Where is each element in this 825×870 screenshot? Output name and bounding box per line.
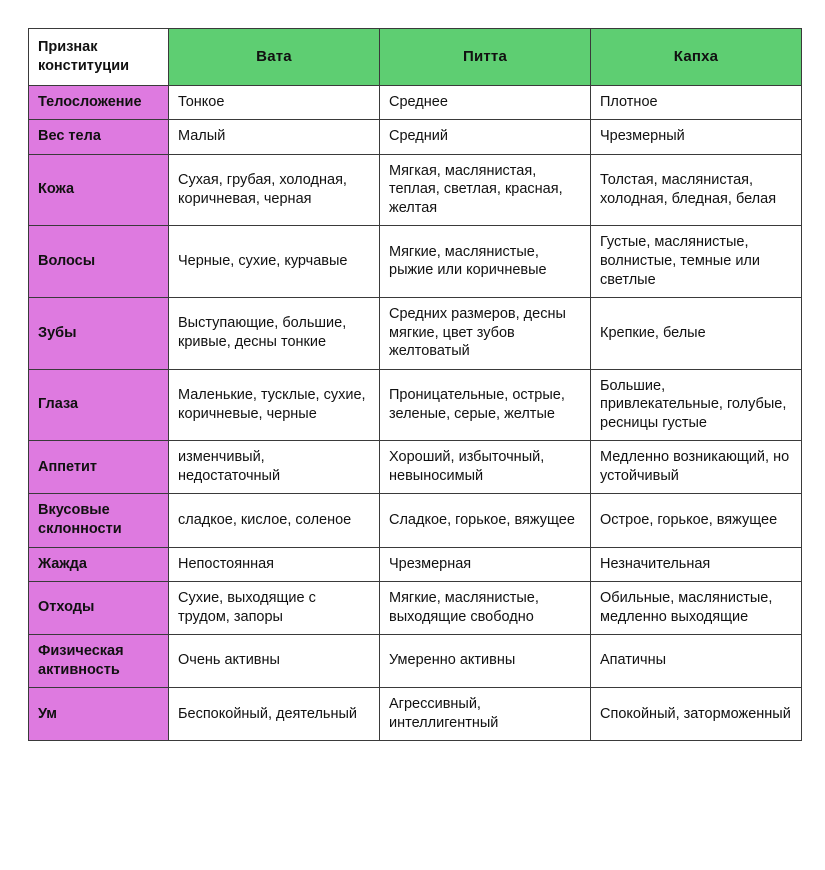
cell-vata: Сухая, грубая, холодная, коричневая, черная	[169, 154, 380, 226]
cell-pitta: Агрессивный, интеллигентный	[380, 688, 591, 741]
corner-label-line-2: конституции	[38, 57, 130, 74]
cell-pitta: Мягкая, маслянистая, теплая, светлая, красная, желтая	[380, 154, 591, 226]
corner-label-line-1: Признак	[38, 39, 98, 55]
cell-pitta: Среднее	[380, 85, 591, 120]
cell-kapha: Плотное	[591, 85, 802, 120]
cell-vata: Тонкое	[169, 85, 380, 120]
cell-vata: Очень активны	[169, 635, 380, 688]
column-header-kapha: Капха	[591, 29, 802, 86]
cell-kapha: Большие, привлекательные, голубые, ресницы густые	[591, 369, 802, 441]
cell-vata: Маленькие, тусклые, сухие, коричневые, черные	[169, 369, 380, 441]
cell-vata: Непостоянная	[169, 547, 380, 582]
header-corner-label	[29, 29, 169, 86]
cell-vata: Малый	[169, 120, 380, 155]
cell-pitta: Мягкие, маслянистые, рыжие или коричневые	[380, 226, 591, 298]
cell-kapha: Густые, маслянистые, волнистые, темные или светлые	[591, 226, 802, 298]
table-row	[29, 635, 802, 688]
column-header-pitta: Питта	[380, 29, 591, 86]
table-row	[29, 547, 802, 582]
cell-pitta: Мягкие, маслянистые, выходящие свободно	[380, 582, 591, 635]
table-body	[29, 85, 802, 741]
cell-pitta: Проницательные, острые, зеленые, серые, желтые	[380, 369, 591, 441]
table-row	[29, 582, 802, 635]
cell-vata: сладкое, кислое, соленое	[169, 494, 380, 547]
column-header-vata: Вата	[169, 29, 380, 86]
table-row	[29, 369, 802, 441]
cell-kapha: Острое, горькое, вяжущее	[591, 494, 802, 547]
row-label: Аппетит	[29, 441, 169, 494]
table-row	[29, 154, 802, 226]
cell-kapha: Обильные, маслянистые, медленно выходящие	[591, 582, 802, 635]
row-label: Вкусовые склонности	[29, 494, 169, 547]
row-label: Жажда	[29, 547, 169, 582]
cell-pitta: Средний	[380, 120, 591, 155]
cell-pitta: Хороший, избыточный, невыносимый	[380, 441, 591, 494]
row-label: Отходы	[29, 582, 169, 635]
cell-pitta: Средних размеров, десны мягкие, цвет зубов желтоватый	[380, 298, 591, 370]
table-row	[29, 298, 802, 370]
row-label: Вес тела	[29, 120, 169, 155]
table-header-row	[29, 29, 802, 86]
cell-vata: Выступающие, большие, кривые, десны тонкие	[169, 298, 380, 370]
cell-pitta: Сладкое, горькое, вяжущее	[380, 494, 591, 547]
dosha-constitution-table	[28, 28, 802, 741]
row-label: Глаза	[29, 369, 169, 441]
cell-vata: изменчивый, недостаточный	[169, 441, 380, 494]
table-row	[29, 226, 802, 298]
cell-pitta: Чрезмерная	[380, 547, 591, 582]
table-header	[29, 29, 802, 86]
cell-kapha: Спокойный, заторможенный	[591, 688, 802, 741]
table-row	[29, 85, 802, 120]
cell-kapha: Незначительная	[591, 547, 802, 582]
row-label: Телосложение	[29, 85, 169, 120]
row-label: Волосы	[29, 226, 169, 298]
table-row	[29, 494, 802, 547]
cell-vata: Сухие, выходящие с трудом, запоры	[169, 582, 380, 635]
table-row	[29, 688, 802, 741]
cell-kapha: Апатичны	[591, 635, 802, 688]
table-row	[29, 441, 802, 494]
cell-kapha: Чрезмерный	[591, 120, 802, 155]
table-row	[29, 120, 802, 155]
cell-vata: Беспокойный, деятельный	[169, 688, 380, 741]
cell-pitta: Умеренно активны	[380, 635, 591, 688]
row-label: Кожа	[29, 154, 169, 226]
cell-kapha: Крепкие, белые	[591, 298, 802, 370]
cell-kapha: Толстая, маслянистая, холодная, бледная, белая	[591, 154, 802, 226]
row-label: Ум	[29, 688, 169, 741]
cell-vata: Черные, сухие, курчавые	[169, 226, 380, 298]
row-label: Зубы	[29, 298, 169, 370]
cell-kapha: Медленно возникающий, но устойчивый	[591, 441, 802, 494]
row-label: Физическая активность	[29, 635, 169, 688]
